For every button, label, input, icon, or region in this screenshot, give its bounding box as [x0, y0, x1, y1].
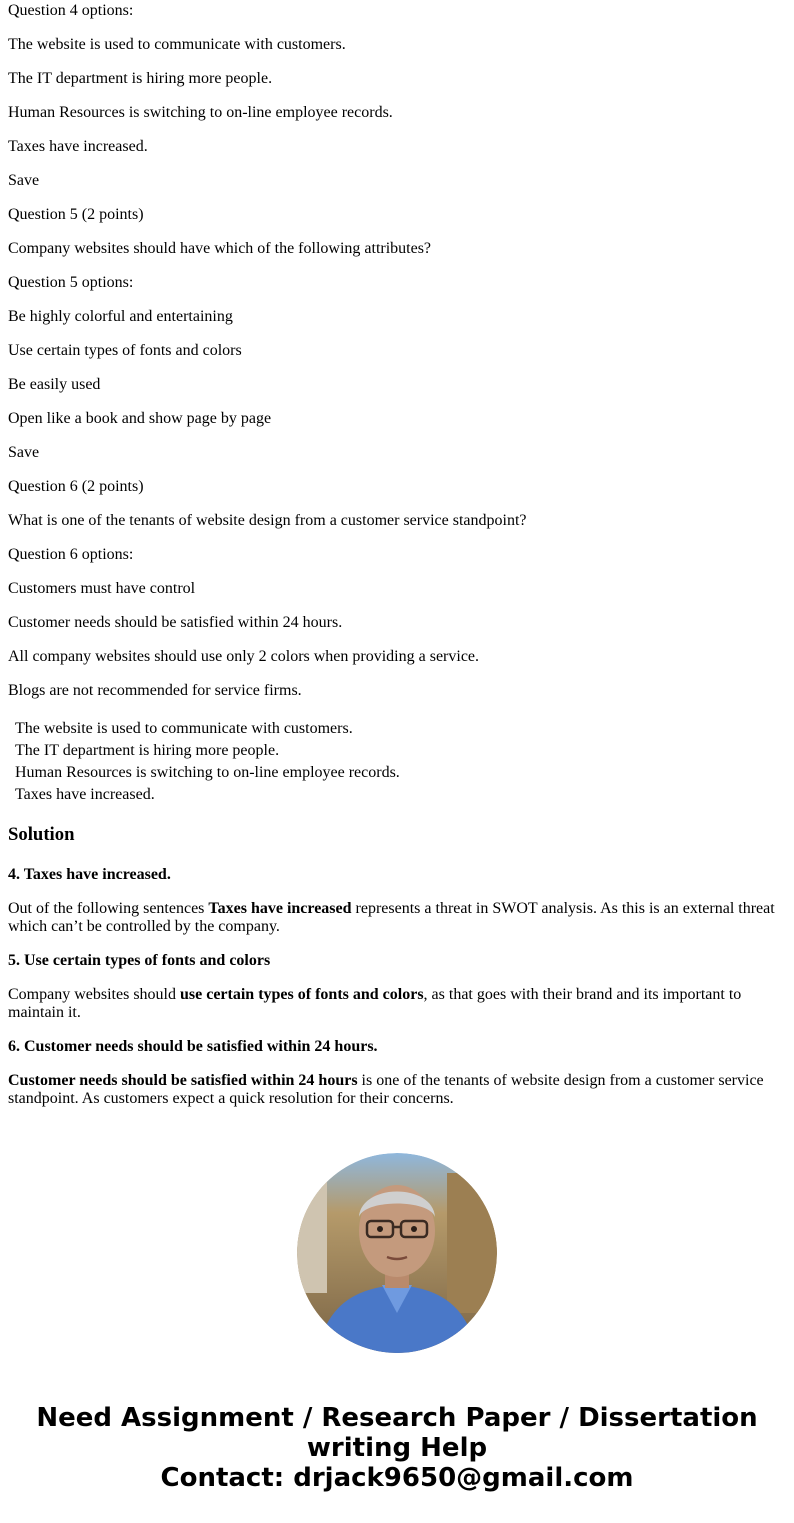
- q6-options-label: Question 6 options:: [8, 546, 134, 563]
- repeat-option-1: The website is used to communicate with customers.: [15, 720, 353, 737]
- q6-option-2: Customer needs should be satisfied within 24 hours.: [8, 614, 343, 631]
- answer-6-heading: 6. Customer needs should be satisfied within 24 hours.: [8, 1038, 378, 1055]
- author-photo: [297, 1153, 497, 1353]
- solution-heading: Solution: [8, 824, 75, 845]
- q4-save-label: Save: [8, 172, 40, 189]
- repeat-option-4: Taxes have increased.: [15, 786, 155, 803]
- q6-option-4: Blogs are not recommended for service firms.: [8, 682, 302, 699]
- answer-6-text: Customer needs should be satisfied within 24 hours is one of the tenants of website design from a customer service standpoint. As customers expect a quick resolution for their concerns.: [8, 1072, 764, 1107]
- q5-options-label: Question 5 options:: [8, 274, 134, 291]
- q5-save-label: Save: [8, 444, 40, 461]
- contact-banner: [0, 1403, 794, 1493]
- banner-contact-email: Contact: drjack9650@gmail.com: [160, 1463, 634, 1493]
- q5-title: Question 5 (2 points): [8, 206, 144, 223]
- repeated-options: [15, 718, 715, 806]
- answer-4-heading: 4. Taxes have increased.: [8, 866, 171, 883]
- q4-option-2: The IT department is hiring more people.: [8, 70, 273, 87]
- q4-options-label: Question 4 options:: [8, 2, 134, 19]
- answer-5-heading: 5. Use certain types of fonts and colors: [8, 952, 271, 969]
- q5-option-2: Use certain types of fonts and colors: [8, 342, 242, 359]
- author-portrait-icon: [297, 1153, 497, 1353]
- q4-option-3: Human Resources is switching to on-line employee records.: [8, 104, 393, 121]
- q6-text: What is one of the tenants of website design from a customer service standpoint?: [8, 512, 527, 529]
- q5-option-3: Be easily used: [8, 376, 101, 393]
- q6-option-3: All company websites should use only 2 colors when providing a service.: [8, 648, 480, 665]
- q5-option-1: Be highly colorful and entertaining: [8, 308, 233, 325]
- q4-option-4: Taxes have increased.: [8, 138, 148, 155]
- repeat-option-3: Human Resources is switching to on-line employee records.: [15, 764, 400, 781]
- q6-title: Question 6 (2 points): [8, 478, 144, 495]
- question-list: [8, 2, 786, 716]
- solution-section: [8, 824, 786, 1124]
- answer-5-text: Company websites should use certain types of fonts and colors, as that goes with their brand and its important to maintain it.: [8, 986, 742, 1021]
- q6-option-1: Customers must have control: [8, 580, 196, 597]
- answer-4-text: Out of the following sentences Taxes have increased represents a threat in SWOT analysis. As this is an external threat which can’t be controlled by the company.: [8, 900, 775, 935]
- banner-line-1: Need Assignment / Research Paper / Dissertation: [36, 1403, 758, 1433]
- repeat-option-2: The IT department is hiring more people.: [15, 742, 280, 759]
- q5-text: Company websites should have which of the following attributes?: [8, 240, 432, 257]
- banner-line-2: writing Help: [306, 1433, 488, 1463]
- q5-option-4: Open like a book and show page by page: [8, 410, 272, 427]
- q4-option-1: The website is used to communicate with customers.: [8, 36, 346, 53]
